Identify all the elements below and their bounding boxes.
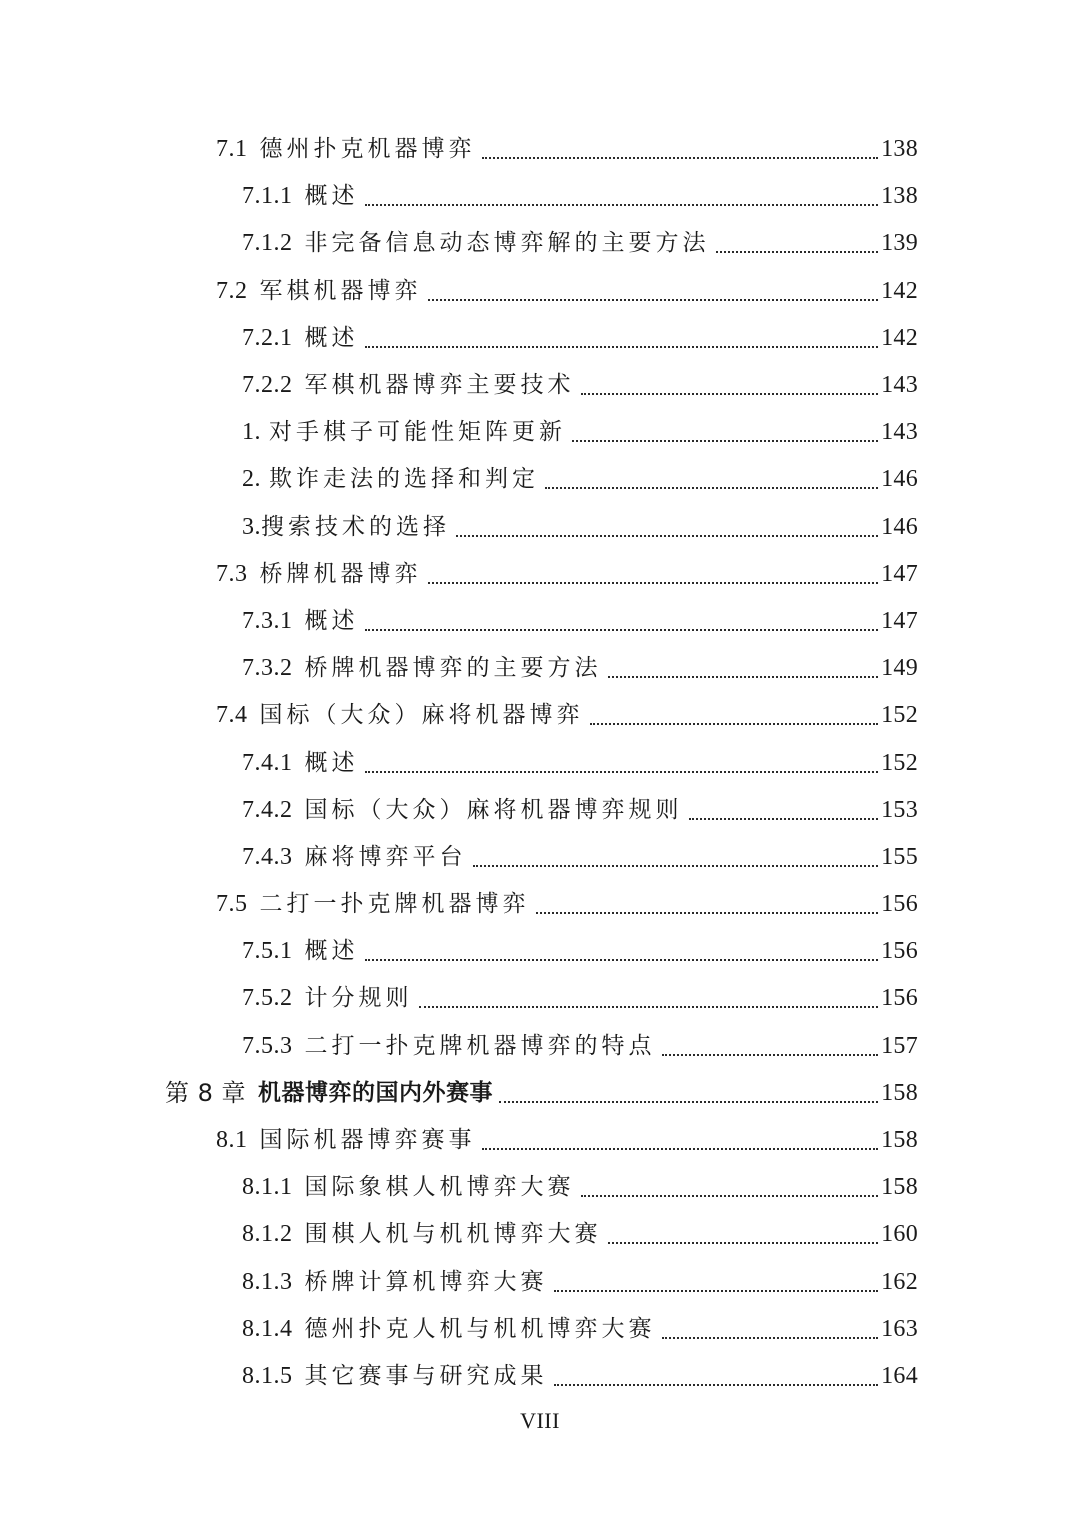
toc-entry-number: 8.1 [216, 1127, 248, 1154]
toc-entry[interactable] [0, 1259, 1080, 1306]
toc-entry-page: 160 [881, 1221, 918, 1248]
toc-entry-number: 7.4 [216, 702, 248, 729]
toc-entry-title: 军棋机器博弈 [259, 277, 422, 304]
toc-entry-page: 139 [881, 230, 918, 257]
toc-entry-number: 1. [242, 419, 261, 446]
toc-dot-leader [428, 298, 879, 301]
toc-entry-page: 142 [881, 277, 918, 304]
toc-entry-number: 7.3.1 [242, 607, 293, 634]
toc-entry-number: 7.1.1 [242, 183, 293, 210]
toc-entry-number: 7.4.1 [242, 749, 293, 776]
toc-entry-title: 国际机器博弈赛事 [259, 1127, 476, 1154]
toc-entry-page: 153 [881, 796, 918, 823]
toc-dot-leader [482, 156, 879, 159]
toc-entry-number: 8.1.4 [242, 1315, 293, 1342]
toc-entry[interactable] [0, 975, 1080, 1022]
toc-entry-number: 3. [242, 513, 261, 540]
toc-dot-leader [689, 817, 879, 820]
toc-entry-title: 二打一扑克牌机器博弈 [259, 891, 530, 918]
toc-entry-number: 8.1.3 [242, 1268, 293, 1295]
toc-entry-title: 国标（大众）麻将机器博弈规则 [304, 796, 683, 823]
toc-dot-leader [554, 1383, 879, 1386]
toc-entry-page: 149 [881, 655, 918, 682]
toc-entry-page: 138 [881, 136, 918, 163]
toc-entry-number: 7.4.3 [242, 843, 293, 870]
toc-dot-leader [365, 958, 879, 961]
toc-dot-leader [365, 770, 879, 773]
toc-entry[interactable] [0, 787, 1080, 834]
toc-entry[interactable] [0, 1353, 1080, 1400]
toc-entry[interactable] [0, 739, 1080, 786]
toc-entry-title: 军棋机器博弈主要技术 [304, 372, 575, 399]
toc-entry-page: 163 [881, 1315, 918, 1342]
toc-entry[interactable] [0, 834, 1080, 881]
toc-entry-number: 7.5.2 [242, 985, 293, 1012]
page-number: VIII [520, 1408, 560, 1433]
toc-entry-title: 概述 [304, 938, 359, 965]
toc-entry-page: 143 [881, 419, 918, 446]
toc-dot-leader [536, 911, 879, 914]
toc-entry[interactable] [0, 692, 1080, 739]
toc-entry[interactable] [0, 220, 1080, 267]
table-of-contents [0, 126, 1080, 1400]
toc-entry-number: 7.1.2 [242, 230, 293, 257]
toc-entry-page: 146 [881, 513, 918, 540]
toc-entry-page: 164 [881, 1362, 918, 1389]
toc-entry-number: 2. [242, 466, 261, 493]
toc-entry-title: 国际象棋人机博弈大赛 [304, 1174, 575, 1201]
toc-entry-number: 7.3 [216, 560, 248, 587]
toc-entry-number: 8.1.5 [242, 1362, 293, 1389]
toc-entry[interactable] [0, 1164, 1080, 1211]
toc-entry-number: 7.2.1 [242, 324, 293, 351]
toc-entry[interactable] [0, 409, 1080, 456]
toc-entry[interactable] [0, 268, 1080, 315]
toc-entry[interactable] [0, 1070, 1080, 1117]
toc-entry-page: 152 [881, 702, 918, 729]
toc-entry[interactable] [0, 645, 1080, 692]
toc-entry[interactable] [0, 1117, 1080, 1164]
toc-dot-leader [456, 534, 878, 537]
toc-entry-title: 德州扑克人机与机机博弈大赛 [304, 1315, 656, 1342]
toc-entry[interactable] [0, 315, 1080, 362]
toc-dot-leader [428, 581, 879, 584]
toc-dot-leader [499, 1100, 878, 1103]
toc-entry-title: 搜索技术的选择 [261, 513, 450, 540]
toc-dot-leader [581, 1194, 879, 1197]
toc-entry-title: 德州扑克机器博弈 [259, 136, 476, 163]
toc-dot-leader [716, 250, 879, 253]
toc-entry[interactable] [0, 1211, 1080, 1258]
toc-entry-page: 147 [881, 607, 918, 634]
toc-entry-title: 其它赛事与研究成果 [304, 1362, 548, 1389]
toc-entry-title: 非完备信息动态博弈解的主要方法 [304, 230, 710, 257]
toc-entry-title: 二打一扑克牌机器博弈的特点 [304, 1032, 656, 1059]
toc-entry-title: 桥牌机器博弈 [259, 560, 422, 587]
toc-dot-leader [581, 392, 879, 395]
toc-dot-leader [554, 1289, 879, 1292]
toc-entry-number: 7.1 [216, 136, 248, 163]
toc-entry-page: 143 [881, 372, 918, 399]
toc-entry-number: 8.1.2 [242, 1221, 293, 1248]
toc-entry-page: 158 [881, 1127, 918, 1154]
toc-entry-number: 7.5 [216, 891, 248, 918]
toc-entry-page: 162 [881, 1268, 918, 1295]
toc-entry[interactable] [0, 1023, 1080, 1070]
toc-entry-title: 概述 [304, 324, 359, 351]
toc-entry[interactable] [0, 126, 1080, 173]
toc-entry-title: 概述 [304, 607, 359, 634]
toc-dot-leader [482, 1147, 879, 1150]
toc-entry-page: 147 [881, 560, 918, 587]
toc-entry[interactable] [0, 881, 1080, 928]
toc-entry-title: 桥牌机器博弈的主要方法 [304, 655, 602, 682]
toc-entry-title: 机器博弈的国内外赛事 [258, 1079, 494, 1106]
toc-entry-title: 欺诈走法的选择和判定 [269, 466, 539, 493]
toc-entry[interactable] [0, 504, 1080, 551]
toc-entry-title: 概述 [304, 749, 359, 776]
toc-dot-leader [365, 345, 879, 348]
toc-dot-leader [572, 439, 878, 442]
toc-entry-page: 138 [881, 183, 918, 210]
toc-entry-page: 156 [881, 938, 918, 965]
toc-entry[interactable] [0, 173, 1080, 220]
toc-entry-title: 计分规则 [304, 985, 413, 1012]
toc-dot-leader [365, 628, 879, 631]
toc-dot-leader [662, 1053, 879, 1056]
toc-dot-leader [545, 486, 878, 489]
toc-dot-leader [365, 203, 879, 206]
toc-entry-page: 158 [881, 1174, 918, 1201]
toc-entry-number: 7.5.3 [242, 1032, 293, 1059]
toc-entry-page: 155 [881, 843, 918, 870]
toc-entry-page: 146 [881, 466, 918, 493]
toc-dot-leader [590, 722, 879, 725]
toc-entry-page: 142 [881, 324, 918, 351]
toc-entry[interactable] [0, 551, 1080, 598]
toc-entry-number: 7.4.2 [242, 796, 293, 823]
toc-entry-number: 7.2.2 [242, 372, 293, 399]
toc-dot-leader [608, 1241, 879, 1244]
toc-dot-leader [419, 1005, 879, 1008]
toc-entry[interactable] [0, 456, 1080, 503]
toc-entry-number: 7.2 [216, 277, 248, 304]
toc-entry[interactable] [0, 1306, 1080, 1353]
toc-entry-title: 围棋人机与机机博弈大赛 [304, 1221, 602, 1248]
toc-entry-title: 国标（大众）麻将机器博弈 [259, 702, 584, 729]
toc-entry-page: 156 [881, 891, 918, 918]
toc-entry-number: 8.1.1 [242, 1174, 293, 1201]
toc-entry-number: 第 8 章 [165, 1078, 247, 1107]
toc-entry-number: 7.3.2 [242, 655, 293, 682]
toc-dot-leader [608, 675, 879, 678]
toc-dot-leader [662, 1336, 879, 1339]
toc-entry-title: 桥牌计算机博弈大赛 [304, 1268, 548, 1295]
toc-entry[interactable] [0, 598, 1080, 645]
toc-entry-title: 麻将博弈平台 [304, 843, 467, 870]
toc-entry[interactable] [0, 928, 1080, 975]
toc-entry[interactable] [0, 362, 1080, 409]
toc-entry-number: 7.5.1 [242, 938, 293, 965]
toc-entry-page: 156 [881, 985, 918, 1012]
toc-entry-page: 157 [881, 1032, 918, 1059]
toc-entry-title: 对手棋子可能性矩阵更新 [269, 419, 566, 446]
toc-dot-leader [473, 864, 879, 867]
toc-entry-title: 概述 [304, 183, 359, 210]
toc-entry-page: 158 [881, 1079, 918, 1106]
toc-entry-page: 152 [881, 749, 918, 776]
